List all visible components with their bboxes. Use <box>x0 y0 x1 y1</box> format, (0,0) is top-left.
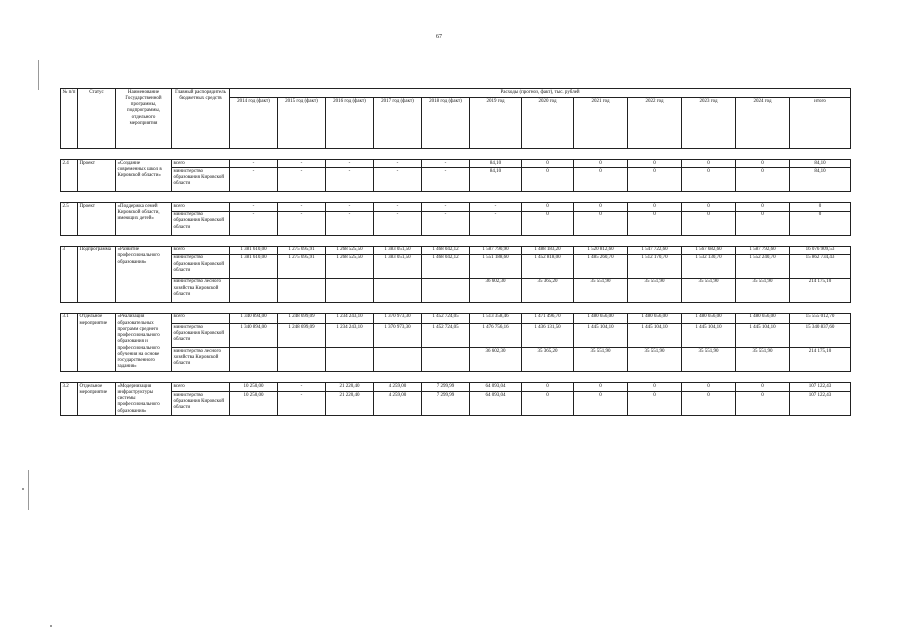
distributor-cell: всего <box>172 313 230 323</box>
value-cell: - <box>422 211 470 235</box>
value-cell: 1 445 104,10 <box>574 324 628 348</box>
value-cell: 0 <box>574 160 628 168</box>
value-cell: 107 122,43 <box>790 392 851 416</box>
value-cell: 35 551,90 <box>736 348 790 372</box>
section-num: 2.5 <box>61 203 78 235</box>
value-cell: 0 <box>736 168 790 192</box>
value-cell: 1 480 656,00 <box>682 313 736 323</box>
value-cell: 0 <box>522 211 574 235</box>
value-cell: - <box>374 160 422 168</box>
value-cell: 15 340 837,60 <box>790 324 851 348</box>
section-gap <box>61 192 851 203</box>
header-year: 2019 год <box>470 98 522 149</box>
value-cell: - <box>230 203 278 211</box>
value-cell: 10 250,00 <box>230 392 278 416</box>
value-cell: 1 480 656,00 <box>574 313 628 323</box>
section-status: Проект <box>78 160 116 192</box>
table-row <box>61 313 851 323</box>
value-cell: 0 <box>574 392 628 416</box>
value-cell: 1 445 104,10 <box>682 324 736 348</box>
value-cell: 84,10 <box>470 168 522 192</box>
value-cell: 84,10 <box>790 168 851 192</box>
value-cell: 1 248 699,09 <box>278 313 326 323</box>
value-cell: 1 547 722,60 <box>628 246 682 254</box>
table-row <box>61 348 851 372</box>
distributor-cell: всего <box>172 203 230 211</box>
header-year: 2015 год (факт) <box>278 98 326 149</box>
value-cell: 1 532 130,70 <box>682 254 736 278</box>
value-cell: 1 445 104,10 <box>628 324 682 348</box>
value-cell: 1 480 656,00 <box>628 313 682 323</box>
value-cell: 10 250,00 <box>230 383 278 392</box>
section-gap <box>61 302 851 313</box>
value-cell: 214 175,10 <box>790 348 851 372</box>
value-cell: 0 <box>574 168 628 192</box>
value-cell: - <box>326 203 374 211</box>
table-row <box>61 278 851 302</box>
header-distributor: Главный распорядитель бюджетных средств <box>172 89 230 149</box>
page-number: 67 <box>436 34 442 40</box>
value-cell <box>422 348 470 372</box>
scan-speck <box>22 488 24 490</box>
value-cell: 1 520 812,60 <box>574 246 628 254</box>
distributor-cell: министерство лесного хозяйства Кировской области <box>172 348 230 372</box>
value-cell: 1 468 042,12 <box>422 246 470 254</box>
value-cell: 1 587 790,90 <box>470 246 522 254</box>
value-cell: - <box>230 168 278 192</box>
value-cell: 0 <box>682 392 736 416</box>
value-cell <box>278 348 326 372</box>
value-cell: 1 275 695,91 <box>278 254 326 278</box>
value-cell: - <box>374 211 422 235</box>
value-cell: 35 551,90 <box>628 348 682 372</box>
header-year: 2020 год <box>522 98 574 149</box>
section-gap-cell <box>61 372 851 383</box>
value-cell: - <box>278 160 326 168</box>
header-year: 2017 год (факт) <box>374 98 422 149</box>
table-row <box>61 392 851 416</box>
header-year: итого <box>790 98 851 149</box>
value-cell: 1 275 695,91 <box>278 246 326 254</box>
header-status: Статус <box>78 89 116 149</box>
value-cell: 1 436 131,50 <box>522 324 574 348</box>
table-row <box>61 383 851 392</box>
value-cell: 0 <box>628 383 682 392</box>
section-name: «Развитие профессионального образования» <box>116 246 172 302</box>
value-cell: 0 <box>682 203 736 211</box>
value-cell: - <box>278 203 326 211</box>
value-cell: 0 <box>574 383 628 392</box>
value-cell: 1 383 051,50 <box>374 254 422 278</box>
value-cell: - <box>278 211 326 235</box>
section-status: Отдельное мероприятие <box>78 383 116 416</box>
value-cell: 1 234 243,10 <box>326 313 374 323</box>
value-cell: 1 268 525,50 <box>326 246 374 254</box>
value-cell: 1 445 104,10 <box>736 324 790 348</box>
table-row <box>61 254 851 278</box>
value-cell: 21 220,40 <box>326 383 374 392</box>
value-cell: 1 476 756,16 <box>470 324 522 348</box>
header-year: 2024 год <box>736 98 790 149</box>
value-cell <box>326 278 374 302</box>
section-gap-cell <box>61 192 851 203</box>
section-status: Проект <box>78 203 116 235</box>
value-cell: 0 <box>628 168 682 192</box>
value-cell: 1 471 496,70 <box>522 313 574 323</box>
value-cell: 1 485 260,70 <box>574 254 628 278</box>
value-cell: 1 552 240,70 <box>736 254 790 278</box>
table-row <box>61 160 851 168</box>
value-cell: 16 076 909,53 <box>790 246 851 254</box>
value-cell: 0 <box>628 392 682 416</box>
value-cell: 0 <box>522 203 574 211</box>
section-gap <box>61 149 851 160</box>
value-cell: 1 468 042,12 <box>422 254 470 278</box>
header-year: 2023 год <box>682 98 736 149</box>
value-cell: 1 452 818,00 <box>522 254 574 278</box>
distributor-cell: министерство лесного хозяйства Кировской области <box>172 278 230 302</box>
value-cell: 1 248 699,09 <box>278 324 326 348</box>
header-name: Наименование Государственной программы, подпрограммы, отдельного мероприятия <box>116 89 172 149</box>
table-row <box>61 203 851 211</box>
value-cell: 15 555 012,70 <box>790 313 851 323</box>
header-num: № п/п <box>61 89 78 149</box>
value-cell: 4 259,00 <box>374 383 422 392</box>
value-cell <box>326 348 374 372</box>
section-name: «Модернизация инфраструктуры системы профессионального образования» <box>116 383 172 416</box>
value-cell: 15 862 734,43 <box>790 254 851 278</box>
value-cell: 36 602,30 <box>470 278 522 302</box>
value-cell: 1 452 724,05 <box>422 324 470 348</box>
header-expenses: Расходы (прогноз, факт), тыс. рублей <box>230 89 851 98</box>
header-year: 2014 год (факт) <box>230 98 278 149</box>
value-cell: 0 <box>790 203 851 211</box>
header-year: 2016 год (факт) <box>326 98 374 149</box>
section-status: Отдельное мероприятие <box>78 313 116 371</box>
value-cell: 0 <box>736 203 790 211</box>
value-cell: - <box>326 211 374 235</box>
scan-mark <box>38 60 39 90</box>
value-cell: 107 122,43 <box>790 383 851 392</box>
header-row-top <box>61 89 851 98</box>
value-cell: 35 551,90 <box>574 348 628 372</box>
value-cell: 1 268 525,50 <box>326 254 374 278</box>
value-cell: 35 365,20 <box>522 348 574 372</box>
section-name: «Реализация образовательных программ среднего профессионального образования и профессионального обучения на основе государственного задания» <box>116 313 172 371</box>
value-cell <box>374 278 422 302</box>
value-cell: 0 <box>522 392 574 416</box>
value-cell: 36 602,30 <box>470 348 522 372</box>
section-num: 2.4 <box>61 160 78 192</box>
value-cell: 0 <box>790 211 851 235</box>
value-cell: - <box>470 211 522 235</box>
value-cell: 0 <box>682 168 736 192</box>
section-gap-cell <box>61 302 851 313</box>
header-year: 2018 год (факт) <box>422 98 470 149</box>
value-cell: 1 370 973,30 <box>374 313 422 323</box>
distributor-cell: министерство образования Кировской области <box>172 211 230 235</box>
section-num: 3 <box>61 246 78 302</box>
value-cell: 1 381 610,00 <box>230 254 278 278</box>
value-cell: 0 <box>736 392 790 416</box>
scan-speck <box>50 625 52 627</box>
table-row <box>61 324 851 348</box>
value-cell: 35 551,90 <box>628 278 682 302</box>
distributor-cell: всего <box>172 246 230 254</box>
distributor-cell: министерство образования Кировской области <box>172 392 230 416</box>
value-cell: 64 093,04 <box>470 383 522 392</box>
budget-table <box>60 88 851 416</box>
value-cell: 0 <box>736 160 790 168</box>
value-cell: - <box>374 168 422 192</box>
value-cell: 1 551 188,60 <box>470 254 522 278</box>
value-cell: 7 299,99 <box>422 383 470 392</box>
scan-mark <box>28 470 29 510</box>
value-cell: - <box>278 168 326 192</box>
distributor-cell: министерство образования Кировской области <box>172 168 230 192</box>
value-cell: 1 381 610,00 <box>230 246 278 254</box>
section-gap-cell <box>61 149 851 160</box>
value-cell: 1 480 656,00 <box>736 313 790 323</box>
distributor-cell: министерство образования Кировской области <box>172 254 230 278</box>
value-cell: 1 512 170,70 <box>628 254 682 278</box>
distributor-cell: всего <box>172 160 230 168</box>
section-name: «Поддержка семей Кировской области, имеющих детей» <box>116 203 172 235</box>
value-cell: 35 551,90 <box>682 278 736 302</box>
value-cell: 35 365,20 <box>522 278 574 302</box>
value-cell: 1 488 183,20 <box>522 246 574 254</box>
value-cell <box>374 348 422 372</box>
value-cell: 35 551,90 <box>736 278 790 302</box>
value-cell: 0 <box>522 383 574 392</box>
value-cell <box>422 278 470 302</box>
value-cell <box>230 278 278 302</box>
value-cell: 0 <box>736 211 790 235</box>
value-cell: 21 220,40 <box>326 392 374 416</box>
value-cell: 0 <box>628 203 682 211</box>
value-cell: 35 551,90 <box>682 348 736 372</box>
value-cell: - <box>326 168 374 192</box>
value-cell: - <box>326 160 374 168</box>
value-cell: 0 <box>682 211 736 235</box>
distributor-cell: всего <box>172 383 230 392</box>
section-status: Подпрограмма <box>78 246 116 302</box>
value-cell: 0 <box>628 211 682 235</box>
value-cell: 0 <box>522 160 574 168</box>
header-year: 2021 год <box>574 98 628 149</box>
value-cell: 84,10 <box>470 160 522 168</box>
section-num: 3.2 <box>61 383 78 416</box>
value-cell: 1 567 682,60 <box>682 246 736 254</box>
value-cell: 1 370 973,30 <box>374 324 422 348</box>
value-cell: - <box>470 203 522 211</box>
value-cell: 1 452 724,05 <box>422 313 470 323</box>
distributor-cell: министерство образования Кировской области <box>172 324 230 348</box>
value-cell: 0 <box>682 383 736 392</box>
value-cell: 0 <box>574 203 628 211</box>
table-row <box>61 211 851 235</box>
value-cell: 64 093,04 <box>470 392 522 416</box>
value-cell: - <box>230 160 278 168</box>
value-cell: 7 299,99 <box>422 392 470 416</box>
value-cell: - <box>422 168 470 192</box>
value-cell: 0 <box>736 383 790 392</box>
value-cell: 1 383 051,50 <box>374 246 422 254</box>
value-cell: 1 340 894,00 <box>230 313 278 323</box>
section-gap <box>61 372 851 383</box>
value-cell: 4 259,00 <box>374 392 422 416</box>
table-row <box>61 246 851 254</box>
section-num: 3.1 <box>61 313 78 371</box>
header-year: 2022 год <box>628 98 682 149</box>
value-cell: - <box>422 203 470 211</box>
section-gap-cell <box>61 235 851 246</box>
value-cell: 1 340 894,00 <box>230 324 278 348</box>
value-cell: 0 <box>682 160 736 168</box>
section-name: «Создание современных школ в Кировской области» <box>116 160 172 192</box>
section-gap <box>61 235 851 246</box>
value-cell: 0 <box>522 168 574 192</box>
table-row <box>61 168 851 192</box>
value-cell: 0 <box>628 160 682 168</box>
value-cell: 1 513 358,46 <box>470 313 522 323</box>
value-cell: 214 175,10 <box>790 278 851 302</box>
value-cell: 84,10 <box>790 160 851 168</box>
value-cell <box>278 278 326 302</box>
value-cell: - <box>278 392 326 416</box>
value-cell: - <box>230 211 278 235</box>
value-cell: 35 551,90 <box>574 278 628 302</box>
value-cell: 1 234 243,10 <box>326 324 374 348</box>
value-cell: - <box>278 383 326 392</box>
value-cell: 0 <box>574 211 628 235</box>
value-cell <box>230 348 278 372</box>
value-cell: - <box>422 160 470 168</box>
value-cell: 1 587 792,60 <box>736 246 790 254</box>
value-cell: - <box>374 203 422 211</box>
